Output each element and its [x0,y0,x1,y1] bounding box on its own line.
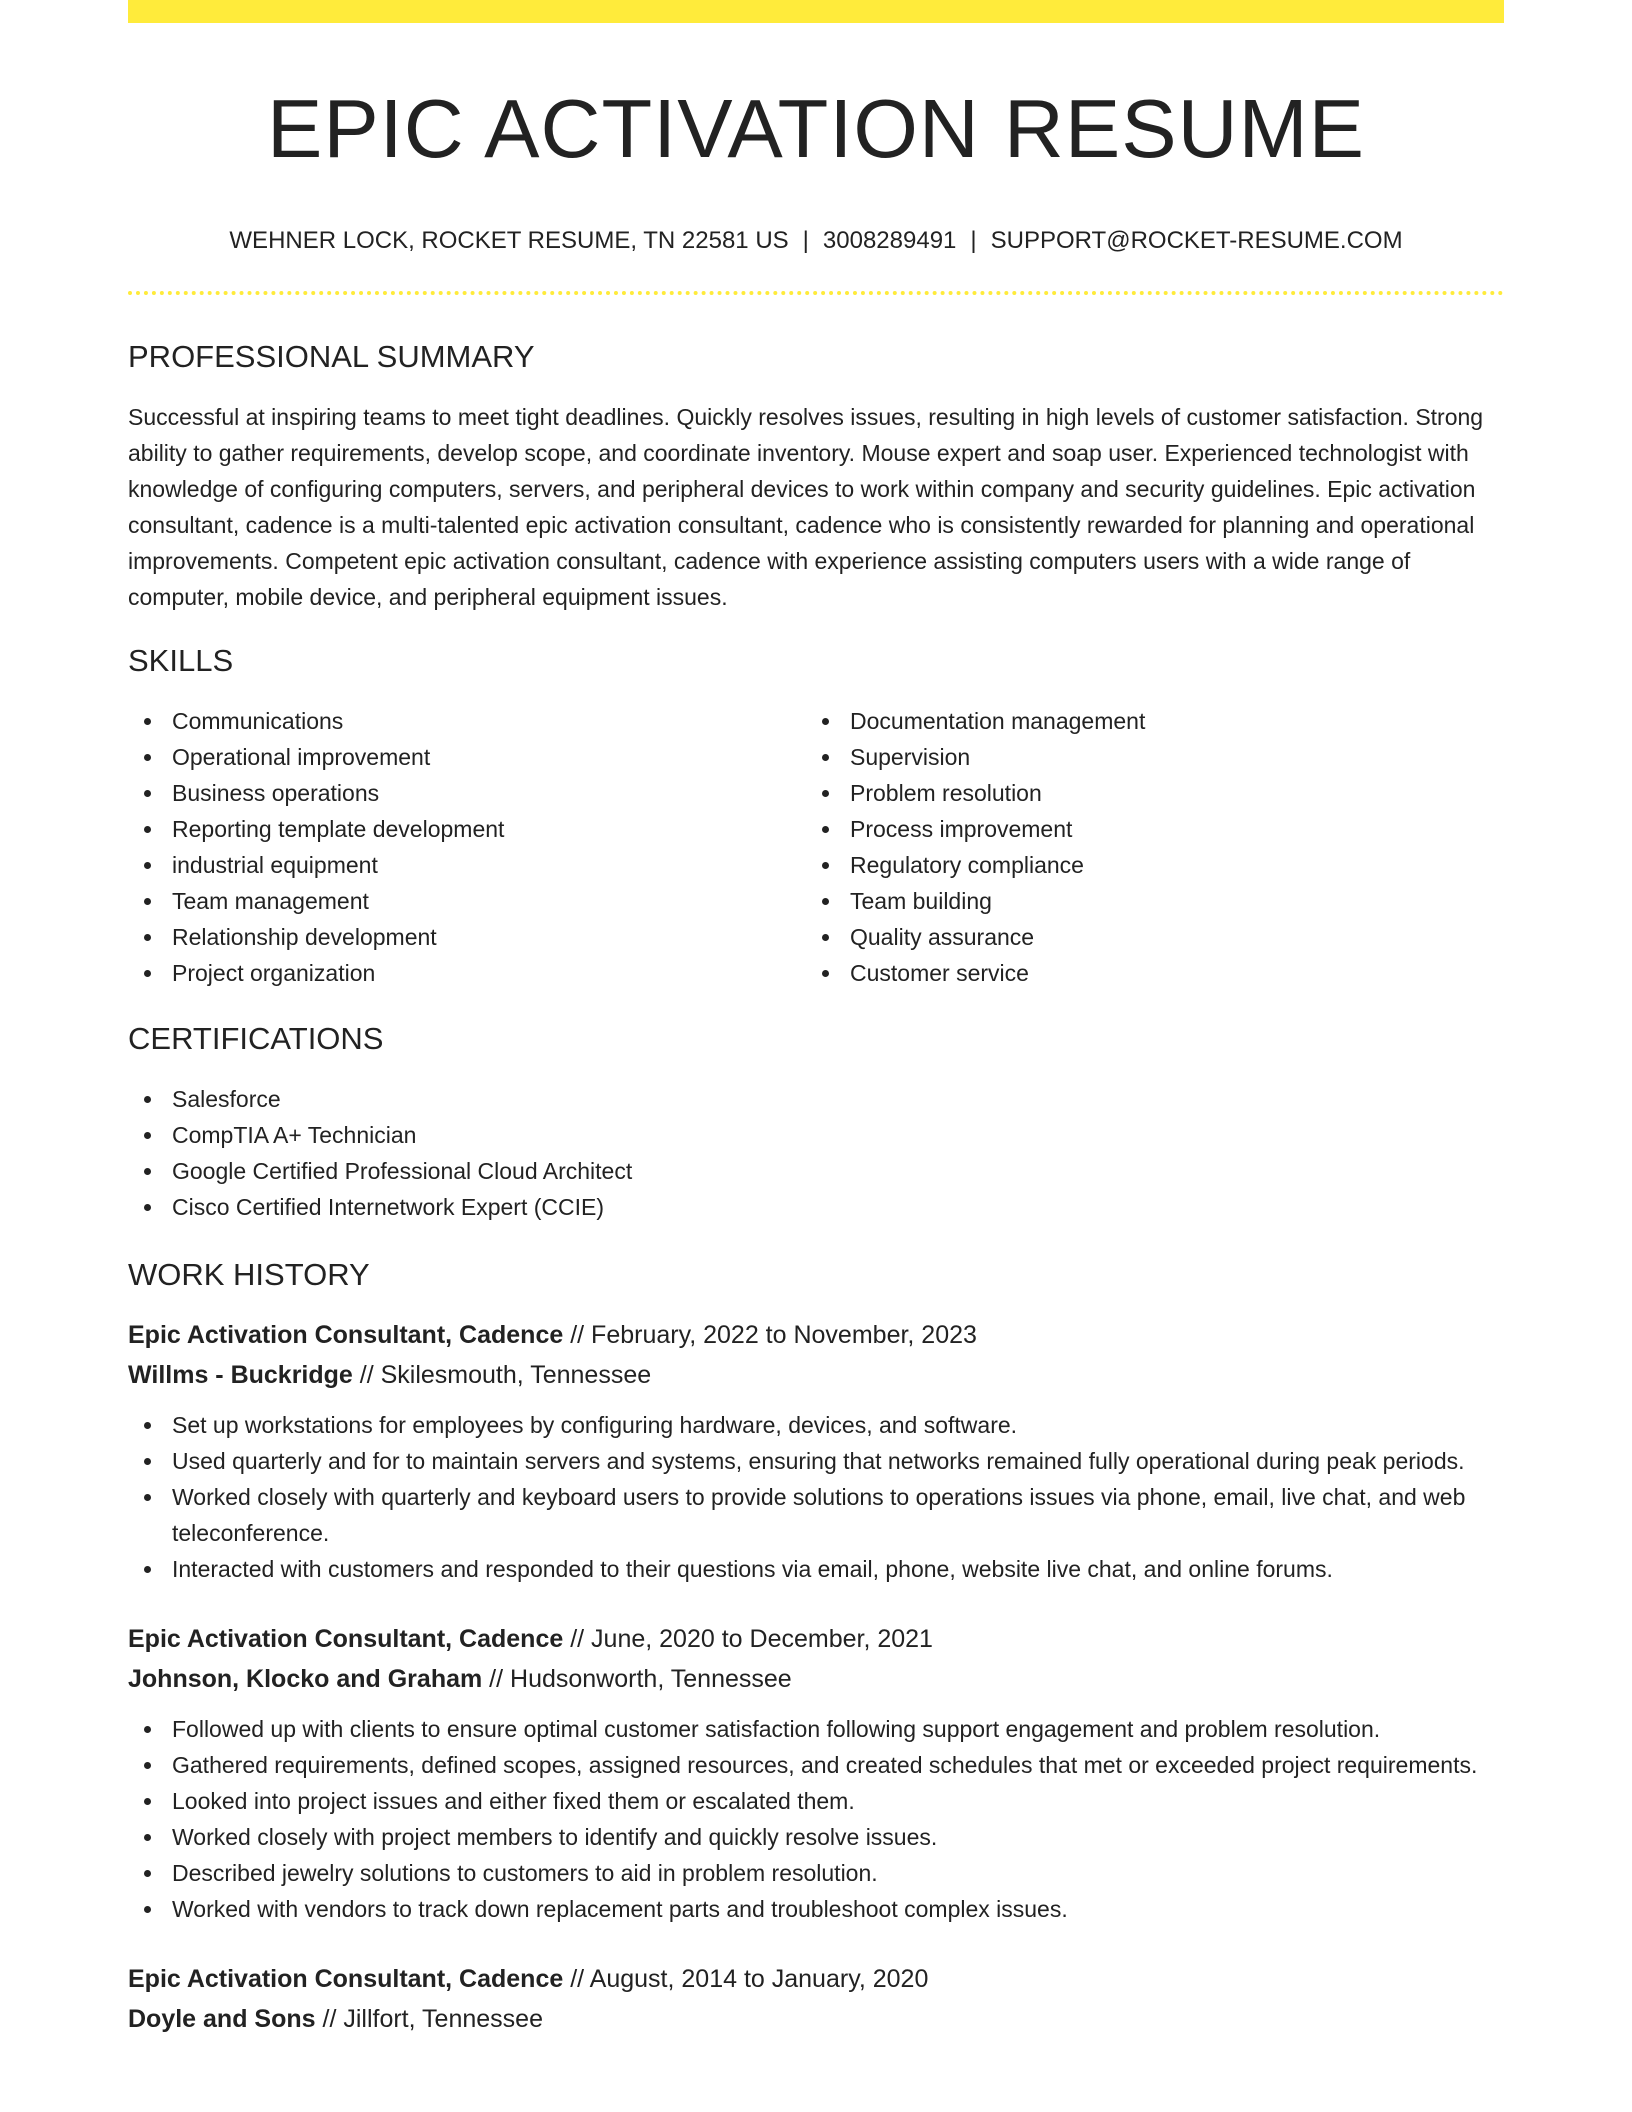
skills-left-list [128,703,806,991]
job-duty: Worked closely with project members to identify and quickly resolve issues. [128,1819,1504,1855]
header-divider [128,291,1504,295]
skills-columns [128,703,1504,991]
job-duty: Gathered requirements, defined scopes, assigned resources, and created schedules that met or exceeded project requirements. [128,1747,1504,1783]
job-dates: // August, 2014 to January, 2020 [563,1965,929,1993]
job-company: Johnson, Klocko and Graham [128,1665,483,1693]
job-dates: // February, 2022 to November, 2023 [563,1321,977,1349]
job-duty: Set up workstations for employees by configuring hardware, devices, and software. [128,1407,1504,1443]
job-title-line [128,1959,1504,1999]
top-accent-bar [128,0,1504,23]
skill-item: Documentation management [806,703,1484,739]
certification-item: CompTIA A+ Technician [128,1117,1504,1153]
skills-right-list [806,703,1484,991]
work-history-heading: WORK HISTORY [128,1257,370,1292]
job-company-line [128,1659,1504,1699]
resume-title: EPIC ACTIVATION RESUME [266,82,1366,175]
job-entry [128,1959,1504,2039]
job-duty: Used quarterly and for to maintain servers and systems, ensuring that networks remained fully operational during peak periods. [128,1443,1504,1479]
resume-page [128,0,1504,2039]
job-company-line [128,1355,1504,1395]
job-entry [128,1315,1504,1587]
job-company: Doyle and Sons [128,2005,316,2033]
contact-email: SUPPORT@ROCKET-RESUME.COM [990,227,1403,254]
job-location: // Hudsonworth, Tennessee [482,1665,792,1693]
job-company-line [128,1999,1504,2039]
contact-address: WEHNER LOCK, ROCKET RESUME, TN 22581 US [229,227,789,254]
job-title: Epic Activation Consultant, Cadence [128,1965,564,1993]
job-location: // Skilesmouth, Tennessee [352,1361,652,1389]
job-location: // Jillfort, Tennessee [315,2005,543,2033]
contact-phone: 3008289491 [822,227,957,254]
job-duties-list [128,1407,1504,1587]
certifications-list [128,1081,1504,1225]
job-duty: Described jewelry solutions to customers to aid in problem resolution. [128,1855,1504,1891]
job-duty: Followed up with clients to ensure optimal customer satisfaction following support engagement and problem resolution. [128,1711,1504,1747]
skill-item: Reporting template development [128,811,806,847]
skill-item: Problem resolution [806,775,1484,811]
job-duty: Interacted with customers and responded to their questions via email, phone, website live chat, and online forums. [128,1551,1504,1587]
summary-text: Successful at inspiring teams to meet tight deadlines. Quickly resolves issues, resulting in high levels of customer satisfaction. Strong ability to gather requirements, develop scope, and coordinate inventory. Mouse expert and soap user. Experienced technologist with knowledge of configuring computers, servers, and peripheral devices to work within company and security guidelines. Epic activation consultant, cadence is a multi-talented epic activation consultant, cadence who is consistently rewarded for planning and operational improvements. Competent epic activation consultant, cadence with experience assisting computers users with a wide range of computer, mobile device, and peripheral equipment issues. [128,404,1484,610]
job-title: Epic Activation Consultant, Cadence [128,1321,564,1349]
job-dates: // June, 2020 to December, 2021 [563,1625,933,1653]
skill-item: Quality assurance [806,919,1484,955]
certification-item: Google Certified Professional Cloud Architect [128,1153,1504,1189]
skill-item: Relationship development [128,919,806,955]
skill-item: industrial equipment [128,847,806,883]
job-entry [128,1619,1504,1927]
skill-item: Team management [128,883,806,919]
summary-heading: PROFESSIONAL SUMMARY [128,339,535,374]
contact-separator: | [970,227,977,254]
job-title: Epic Activation Consultant, Cadence [128,1625,564,1653]
skill-item: Business operations [128,775,806,811]
job-duty: Worked closely with quarterly and keyboard users to provide solutions to operations issues via phone, email, live chat, and web teleconference. [128,1479,1504,1551]
certifications-heading: CERTIFICATIONS [128,1021,384,1056]
skill-item: Supervision [806,739,1484,775]
skill-item: Regulatory compliance [806,847,1484,883]
skill-item: Process improvement [806,811,1484,847]
job-duties-list [128,1711,1504,1927]
skill-item: Operational improvement [128,739,806,775]
contact-separator: | [802,227,809,254]
job-duty: Looked into project issues and either fixed them or escalated them. [128,1783,1504,1819]
skill-item: Team building [806,883,1484,919]
job-company: Willms - Buckridge [128,1361,353,1389]
certification-item: Salesforce [128,1081,1504,1117]
job-title-line [128,1619,1504,1659]
skills-heading: SKILLS [128,643,234,678]
skill-item: Communications [128,703,806,739]
job-title-line [128,1315,1504,1355]
job-duty: Worked with vendors to track down replacement parts and troubleshoot complex issues. [128,1891,1504,1927]
contact-line [128,225,1504,257]
skill-item: Customer service [806,955,1484,991]
certification-item: Cisco Certified Internetwork Expert (CCIE) [128,1189,1504,1225]
skill-item: Project organization [128,955,806,991]
